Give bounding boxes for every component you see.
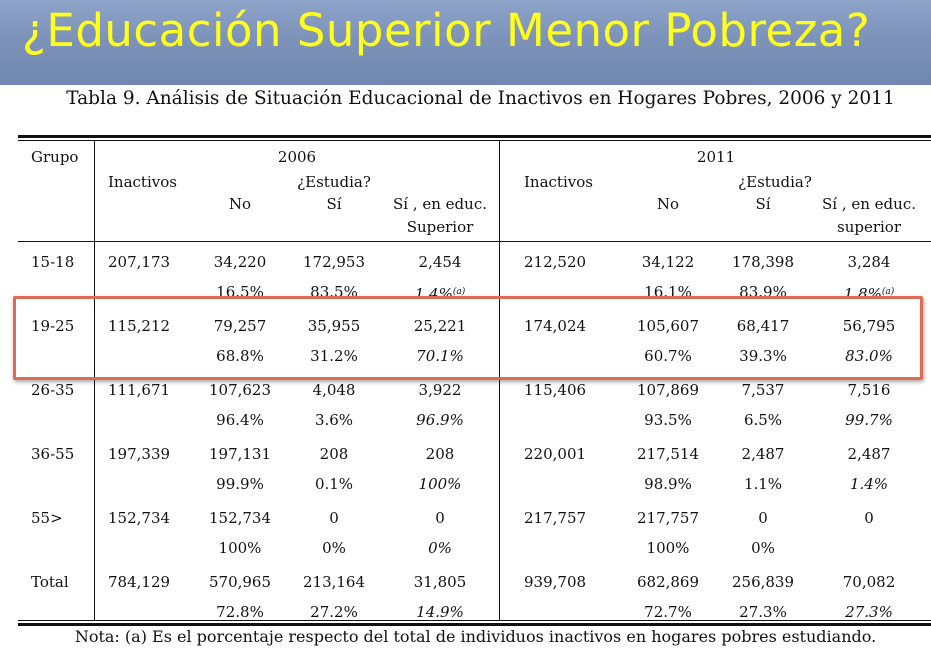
header-year-2006: 2006 bbox=[277, 148, 317, 166]
header-no-2006: No bbox=[228, 195, 252, 213]
header-si-superior-2006-line2: Superior bbox=[406, 218, 474, 236]
table-cell-value: 0 bbox=[329, 509, 339, 527]
table-cell-percent: 14.9% bbox=[416, 603, 464, 621]
table-cell-percent: 83.5% bbox=[310, 283, 358, 301]
table-note: Nota: (a) Es el porcentaje respecto del total de individuos inactivos en hogares pobres estudiando. bbox=[74, 627, 877, 646]
table-cell-value: 3,922 bbox=[418, 381, 462, 399]
table-cell-value: 682,869 bbox=[636, 573, 700, 591]
table-cell-value: 34,220 bbox=[213, 253, 267, 271]
table-cell-value: 939,708 bbox=[524, 573, 587, 591]
table-cell-percent: 60.7% bbox=[644, 347, 692, 365]
table-cell-percent: 39.3% bbox=[739, 347, 787, 365]
header-si-superior-2011-line2: superior bbox=[836, 218, 902, 236]
table-cell-percent: 98.9% bbox=[644, 475, 692, 493]
table-cell-value: 178,398 bbox=[731, 253, 795, 271]
table-cell-percent: 27.2% bbox=[310, 603, 358, 621]
table-cell-value: 56,795 bbox=[842, 317, 896, 335]
table-cell-value: 220,001 bbox=[524, 445, 587, 463]
table-cell-value: 111,671 bbox=[108, 381, 171, 399]
header-estudia-2011: ¿Estudia? bbox=[738, 173, 812, 191]
table-cell-percent: 1.8%$^{(a)}$ bbox=[843, 285, 895, 303]
table-cell-value: 217,757 bbox=[636, 509, 700, 527]
header-estudia-2006: ¿Estudia? bbox=[297, 173, 371, 191]
table-cell-value: 31,805 bbox=[413, 573, 467, 591]
table-cell-percent: 0% bbox=[751, 539, 775, 557]
table-cell-percent: 27.3% bbox=[739, 603, 787, 621]
table-cell-percent: 72.7% bbox=[644, 603, 692, 621]
table-cell-percent: 0% bbox=[428, 539, 452, 557]
table-cell-value: 0 bbox=[864, 509, 874, 527]
column-divider-grupo bbox=[94, 141, 95, 620]
row-grupo-label: 19-25 bbox=[31, 317, 75, 335]
header-year-2011: 2011 bbox=[696, 148, 736, 166]
header-si-superior-2011-line1: Sí , en educ. bbox=[822, 195, 916, 213]
table-cell-value: 107,869 bbox=[636, 381, 700, 399]
row-grupo-label: Total bbox=[31, 573, 69, 591]
table-cell-percent: 6.5% bbox=[743, 411, 783, 429]
table-cell-percent: 16.1% bbox=[644, 283, 692, 301]
table-cell-percent: 99.9% bbox=[216, 475, 264, 493]
table-cell-value: 7,516 bbox=[847, 381, 891, 399]
table-cell-value: 208 bbox=[425, 445, 455, 463]
table-cell-value: 174,024 bbox=[524, 317, 587, 335]
table-cell-percent: 83.9% bbox=[739, 283, 787, 301]
header-inactivos-2006: Inactivos bbox=[108, 173, 177, 191]
header-separator bbox=[18, 241, 931, 242]
table-cell-percent: 31.2% bbox=[310, 347, 358, 365]
row-grupo-label: 26-35 bbox=[31, 381, 75, 399]
table-cell-value: 2,487 bbox=[741, 445, 785, 463]
table-cell-percent: 100% bbox=[418, 475, 462, 493]
table-cell-percent: 100% bbox=[646, 539, 690, 557]
table-cell-percent: 1.1% bbox=[743, 475, 783, 493]
table-cell-value: 3,284 bbox=[847, 253, 891, 271]
table-cell-value: 207,173 bbox=[108, 253, 171, 271]
table-cell-value: 784,129 bbox=[108, 573, 171, 591]
table-cell-value: 2,454 bbox=[418, 253, 462, 271]
table-cell-value: 2,487 bbox=[847, 445, 891, 463]
highlight-box-19-25 bbox=[13, 296, 923, 380]
table-cell-percent: 0% bbox=[322, 539, 346, 557]
table-cell-value: 570,965 bbox=[208, 573, 272, 591]
header-inactivos-2011: Inactivos bbox=[524, 173, 593, 191]
table-cell-percent: 83.0% bbox=[845, 347, 893, 365]
table-cell-percent: 100% bbox=[218, 539, 262, 557]
table-cell-value: 152,734 bbox=[108, 509, 171, 527]
table-cell-value: 4,048 bbox=[312, 381, 356, 399]
table-cell-value: 213,164 bbox=[302, 573, 366, 591]
table-bottom-rule-thin bbox=[18, 620, 931, 621]
table-cell-value: 217,757 bbox=[524, 509, 587, 527]
table-cell-percent: 70.1% bbox=[416, 347, 464, 365]
table-cell-percent: 0.1% bbox=[314, 475, 354, 493]
table-cell-value: 197,339 bbox=[108, 445, 171, 463]
table-cell-value: 115,406 bbox=[524, 381, 587, 399]
table-cell-value: 197,131 bbox=[208, 445, 272, 463]
table-cell-percent: 96.4% bbox=[216, 411, 264, 429]
table-cell-percent: 27.3% bbox=[845, 603, 893, 621]
table-cell-value: 0 bbox=[435, 509, 445, 527]
header-si-2006: Sí bbox=[326, 195, 342, 213]
slide-title: ¿Educación Superior Menor Pobreza? bbox=[22, 4, 871, 57]
title-banner bbox=[0, 0, 931, 85]
table-cell-value: 212,520 bbox=[524, 253, 587, 271]
row-grupo-label: 15-18 bbox=[31, 253, 75, 271]
table-cell-value: 70,082 bbox=[842, 573, 896, 591]
footnote-marker: (a) bbox=[452, 287, 466, 297]
table-cell-value: 79,257 bbox=[213, 317, 267, 335]
table-cell-value: 105,607 bbox=[636, 317, 700, 335]
row-grupo-label: 36-55 bbox=[31, 445, 75, 463]
table-cell-value: 172,953 bbox=[302, 253, 366, 271]
table-cell-percent: 96.9% bbox=[416, 411, 464, 429]
table-cell-percent: 72.8% bbox=[216, 603, 264, 621]
table-cell-value: 35,955 bbox=[307, 317, 361, 335]
header-grupo: Grupo bbox=[31, 148, 79, 166]
table-cell-value: 25,221 bbox=[413, 317, 467, 335]
table-cell-percent: 1.4%$^{(a)}$ bbox=[414, 285, 466, 303]
row-grupo-label: 55> bbox=[31, 509, 63, 527]
table-cell-percent: 93.5% bbox=[644, 411, 692, 429]
header-si-superior-2006-line1: Sí , en educ. bbox=[393, 195, 487, 213]
table-top-rule-thin bbox=[18, 140, 931, 141]
table-bottom-rule bbox=[18, 623, 931, 626]
table-cell-percent: 16.5% bbox=[216, 283, 264, 301]
table-cell-value: 7,537 bbox=[741, 381, 785, 399]
table-cell-percent: 99.7% bbox=[845, 411, 893, 429]
footnote-marker: (a) bbox=[881, 287, 895, 297]
header-no-2011: No bbox=[656, 195, 680, 213]
table-cell-percent: 3.6% bbox=[314, 411, 354, 429]
table-cell-value: 68,417 bbox=[736, 317, 790, 335]
table-cell-value: 0 bbox=[758, 509, 768, 527]
table-cell-value: 208 bbox=[319, 445, 349, 463]
table-cell-value: 34,122 bbox=[641, 253, 695, 271]
table-cell-value: 217,514 bbox=[636, 445, 700, 463]
table-cell-value: 152,734 bbox=[208, 509, 272, 527]
table-cell-value: 256,839 bbox=[731, 573, 795, 591]
table-cell-value: 115,212 bbox=[108, 317, 171, 335]
table-cell-value: 107,623 bbox=[208, 381, 272, 399]
table-title: Tabla 9. Análisis de Situación Educacional de Inactivos en Hogares Pobres, 2006 y 2011 bbox=[66, 88, 895, 109]
table-top-rule bbox=[18, 135, 931, 138]
table-cell-percent: 68.8% bbox=[216, 347, 264, 365]
table-cell-percent: 1.4% bbox=[849, 475, 889, 493]
header-si-2011: Sí bbox=[755, 195, 771, 213]
column-divider-years bbox=[499, 141, 500, 620]
